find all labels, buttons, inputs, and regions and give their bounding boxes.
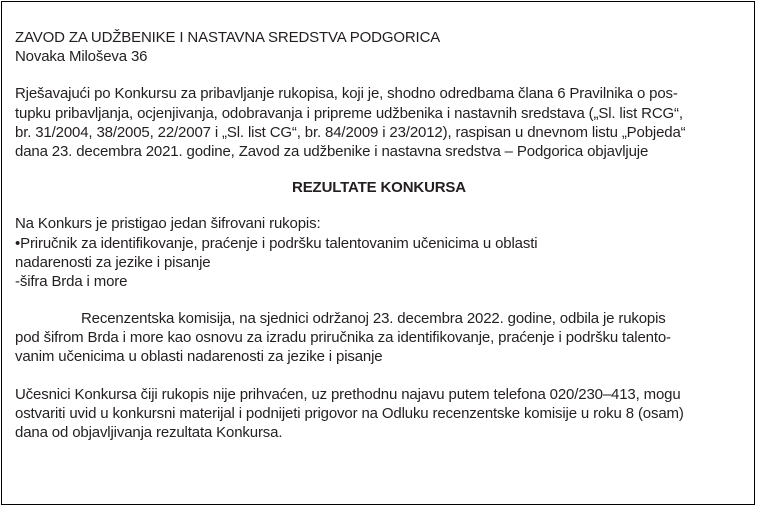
notice-paragraph [15,385,743,443]
announcement-title: REZULTATE KONKURSA [292,179,466,197]
decision-line: pod šifrom Brda i more kao osnovu za izradu priručnika za identifikovanje, praćenje i podršku talento- [15,329,671,347]
intro-line: Rješavajući po Konkursu za pribavljanje rukopisa, koji je, shodno odredbama člana 6 Pravilnika o pos- [15,85,678,103]
intro-line: dana 23. decembra 2021. godine, Zavod za udžbenike i nastavna sredstva – Podgorica objavljuje [15,142,649,160]
organization-address: Novaka Miloševa 36 [15,48,148,66]
announcement-content [15,28,743,442]
submission-line: •Priručnik za identifikovanje, praćenje i podršku talentovanim učenicima u oblasti [15,234,538,252]
decision-line: Recenzentska komisija, na sjednici održanoj 23. decembra 2022. godine, odbila je rukopis [81,310,666,328]
submission-line: nadarenosti za jezike i pisanje [15,253,211,271]
intro-paragraph [15,84,743,161]
intro-line: br. 31/2004, 38/2005, 22/2007 i „Sl. list CG“, br. 84/2009 i 23/2012), raspisan u dnevnom listu „Pobjeda“ [15,123,686,141]
submission-line: -šifra Brda i more [15,272,128,290]
submission-line: Na Konkurs je pristigao jedan šifrovani rukopis: [15,215,321,233]
notice-line: Učesnici Konkursa čiji rukopis nije prihvaćen, uz prethodnu najavu putem telefona 020/230–413, mogu [15,385,681,403]
notice-line: dana od objavljivanja rezultata Konkursa. [15,424,283,442]
announcement-box [1,1,755,505]
notice-line: ostvariti uvid u konkursni materijal i podnijeti prigovor na Odluku recenzentske komisije u roku 8 (osam) [15,404,684,422]
organization-name: ZAVOD ZA UDŽBENIKE I NASTAVNA SREDSTVA PODGORICA [15,29,441,46]
decision-paragraph [15,309,743,367]
submission-paragraph [15,214,743,291]
decision-line: vanim učenicima u oblasti nadarenosti za jezike i pisanje [15,348,383,366]
intro-line: tupku pribavljanja, ocjenjivanja, odobravanja i pripreme udžbenika i nastavnih sredstava („Sl. list RCG“, [15,104,683,122]
